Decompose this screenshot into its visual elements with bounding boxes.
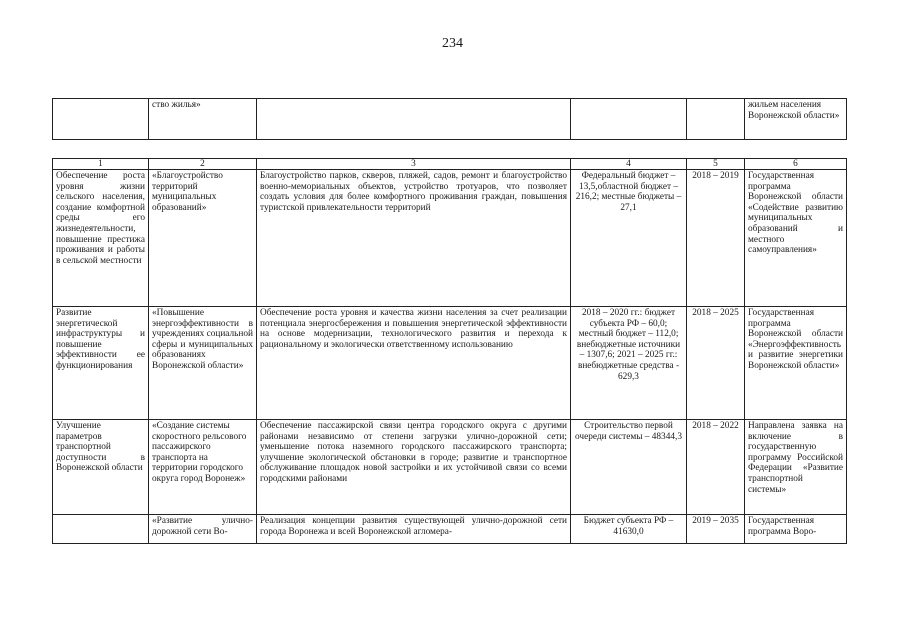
goal-cell — [53, 515, 149, 544]
goal-cell: Развитие энергетической инфраструктуры и повышение эффективности ее функционирования — [53, 307, 149, 420]
prev-cell-6: жильем населения Воронежской области» — [745, 99, 847, 140]
funding-cell: 2018 – 2020 гг.: бюджет субъекта РФ – 60,0; местный бюджет – 112,0; внебюджетные источники – 1307,6; 2021 – 2025 гг.: внебюджетные средства - 629,3 — [571, 307, 687, 420]
program-cell: Государственная программа Воронежской области «Содействие развитию муниципальных образований и местного самоуправления» — [745, 170, 847, 307]
table-row — [53, 170, 847, 307]
period-cell: 2019 – 2035 — [687, 515, 745, 544]
goal-cell: Улучшение параметров транспортной доступности в Воронежской области — [53, 420, 149, 515]
header-cell: 5 — [687, 159, 745, 170]
table-row — [53, 515, 847, 544]
prev-cell-4 — [571, 99, 687, 140]
funding-cell: Бюджет субъекта РФ – 41630,0 — [571, 515, 687, 544]
project-cell: «Повышение энергоэффективности в учреждениях социальной сферы и муниципальных образованиях Воронежской области» — [149, 307, 257, 420]
header-cell: 1 — [53, 159, 149, 170]
header-row — [53, 159, 847, 170]
goal-cell: Обеспечение роста уровня жизни сельского населения, создание комфортной среды его жизнедеятельности, повышение престижа проживания и работы в сельской местности — [53, 170, 149, 307]
header-cell: 4 — [571, 159, 687, 170]
project-cell: «Создание системы скоростного рельсового пассажирского транспорта на территории городского округа город Воронеж» — [149, 420, 257, 515]
description-cell: Благоустройство парков, скверов, пляжей, садов, ремонт и благоустройство военно-мемориальных объектов, устройство тротуаров, что позволяет создать условия для более комфортного проживания граждан, повышения туристской привлекательности территорий — [257, 170, 571, 307]
continued-table — [52, 98, 847, 140]
prev-cell-2: ство жилья» — [149, 99, 257, 140]
program-cell: Государственная программа Воронежской области «Энергоэффективность и развитие энергетики Воронежской области» — [745, 307, 847, 420]
program-cell: Направлена заявка на включение в государственную программу Российской Федерации «Развитие транспортной системы» — [745, 420, 847, 515]
table-row — [53, 420, 847, 515]
description-cell: Обеспечение пассажирской связи центра городского округа с другими районами независимо от степени загрузки улично-дорожной сети; уменьшение потока наземного городского пассажирского транспорта; улучшение экологической обстановки в городе; развитие и транспортное обслуживание площадок новой застройки и их устойчивой связи со всеми городскими районами — [257, 420, 571, 515]
prev-cell-1 — [53, 99, 149, 140]
description-cell: Обеспечение роста уровня и качества жизни населения за счет реализации потенциала энергосбережения и повышения энергетической эффективности на основе модернизации, технологического развития и перехода к рациональному и экологически ответственному использованию — [257, 307, 571, 420]
project-cell: «Благоустройство территорий муниципальных образований» — [149, 170, 257, 307]
description-cell: Реализация концепции развития существующей улично-дорожной сети города Воронежа и всей Воронежской агломера- — [257, 515, 571, 544]
prev-cell-5 — [687, 99, 745, 140]
period-cell: 2018 – 2025 — [687, 307, 745, 420]
program-cell: Государственная программа Воро- — [745, 515, 847, 544]
header-cell: 3 — [257, 159, 571, 170]
prev-cell-3 — [257, 99, 571, 140]
project-cell: «Развитие улично-дорожной сети Во- — [149, 515, 257, 544]
table-row — [53, 307, 847, 420]
period-cell: 2018 – 2022 — [687, 420, 745, 515]
funding-cell: Федеральный бюджет – 13,5,областной бюджет – 216,2; местные бюджеты – 27,1 — [571, 170, 687, 307]
projects-table — [52, 158, 847, 544]
page-number: 234 — [442, 36, 463, 51]
funding-cell: Строительство первой очереди системы – 48344,3 — [571, 420, 687, 515]
period-cell: 2018 – 2019 — [687, 170, 745, 307]
header-cell: 2 — [149, 159, 257, 170]
header-cell: 6 — [745, 159, 847, 170]
